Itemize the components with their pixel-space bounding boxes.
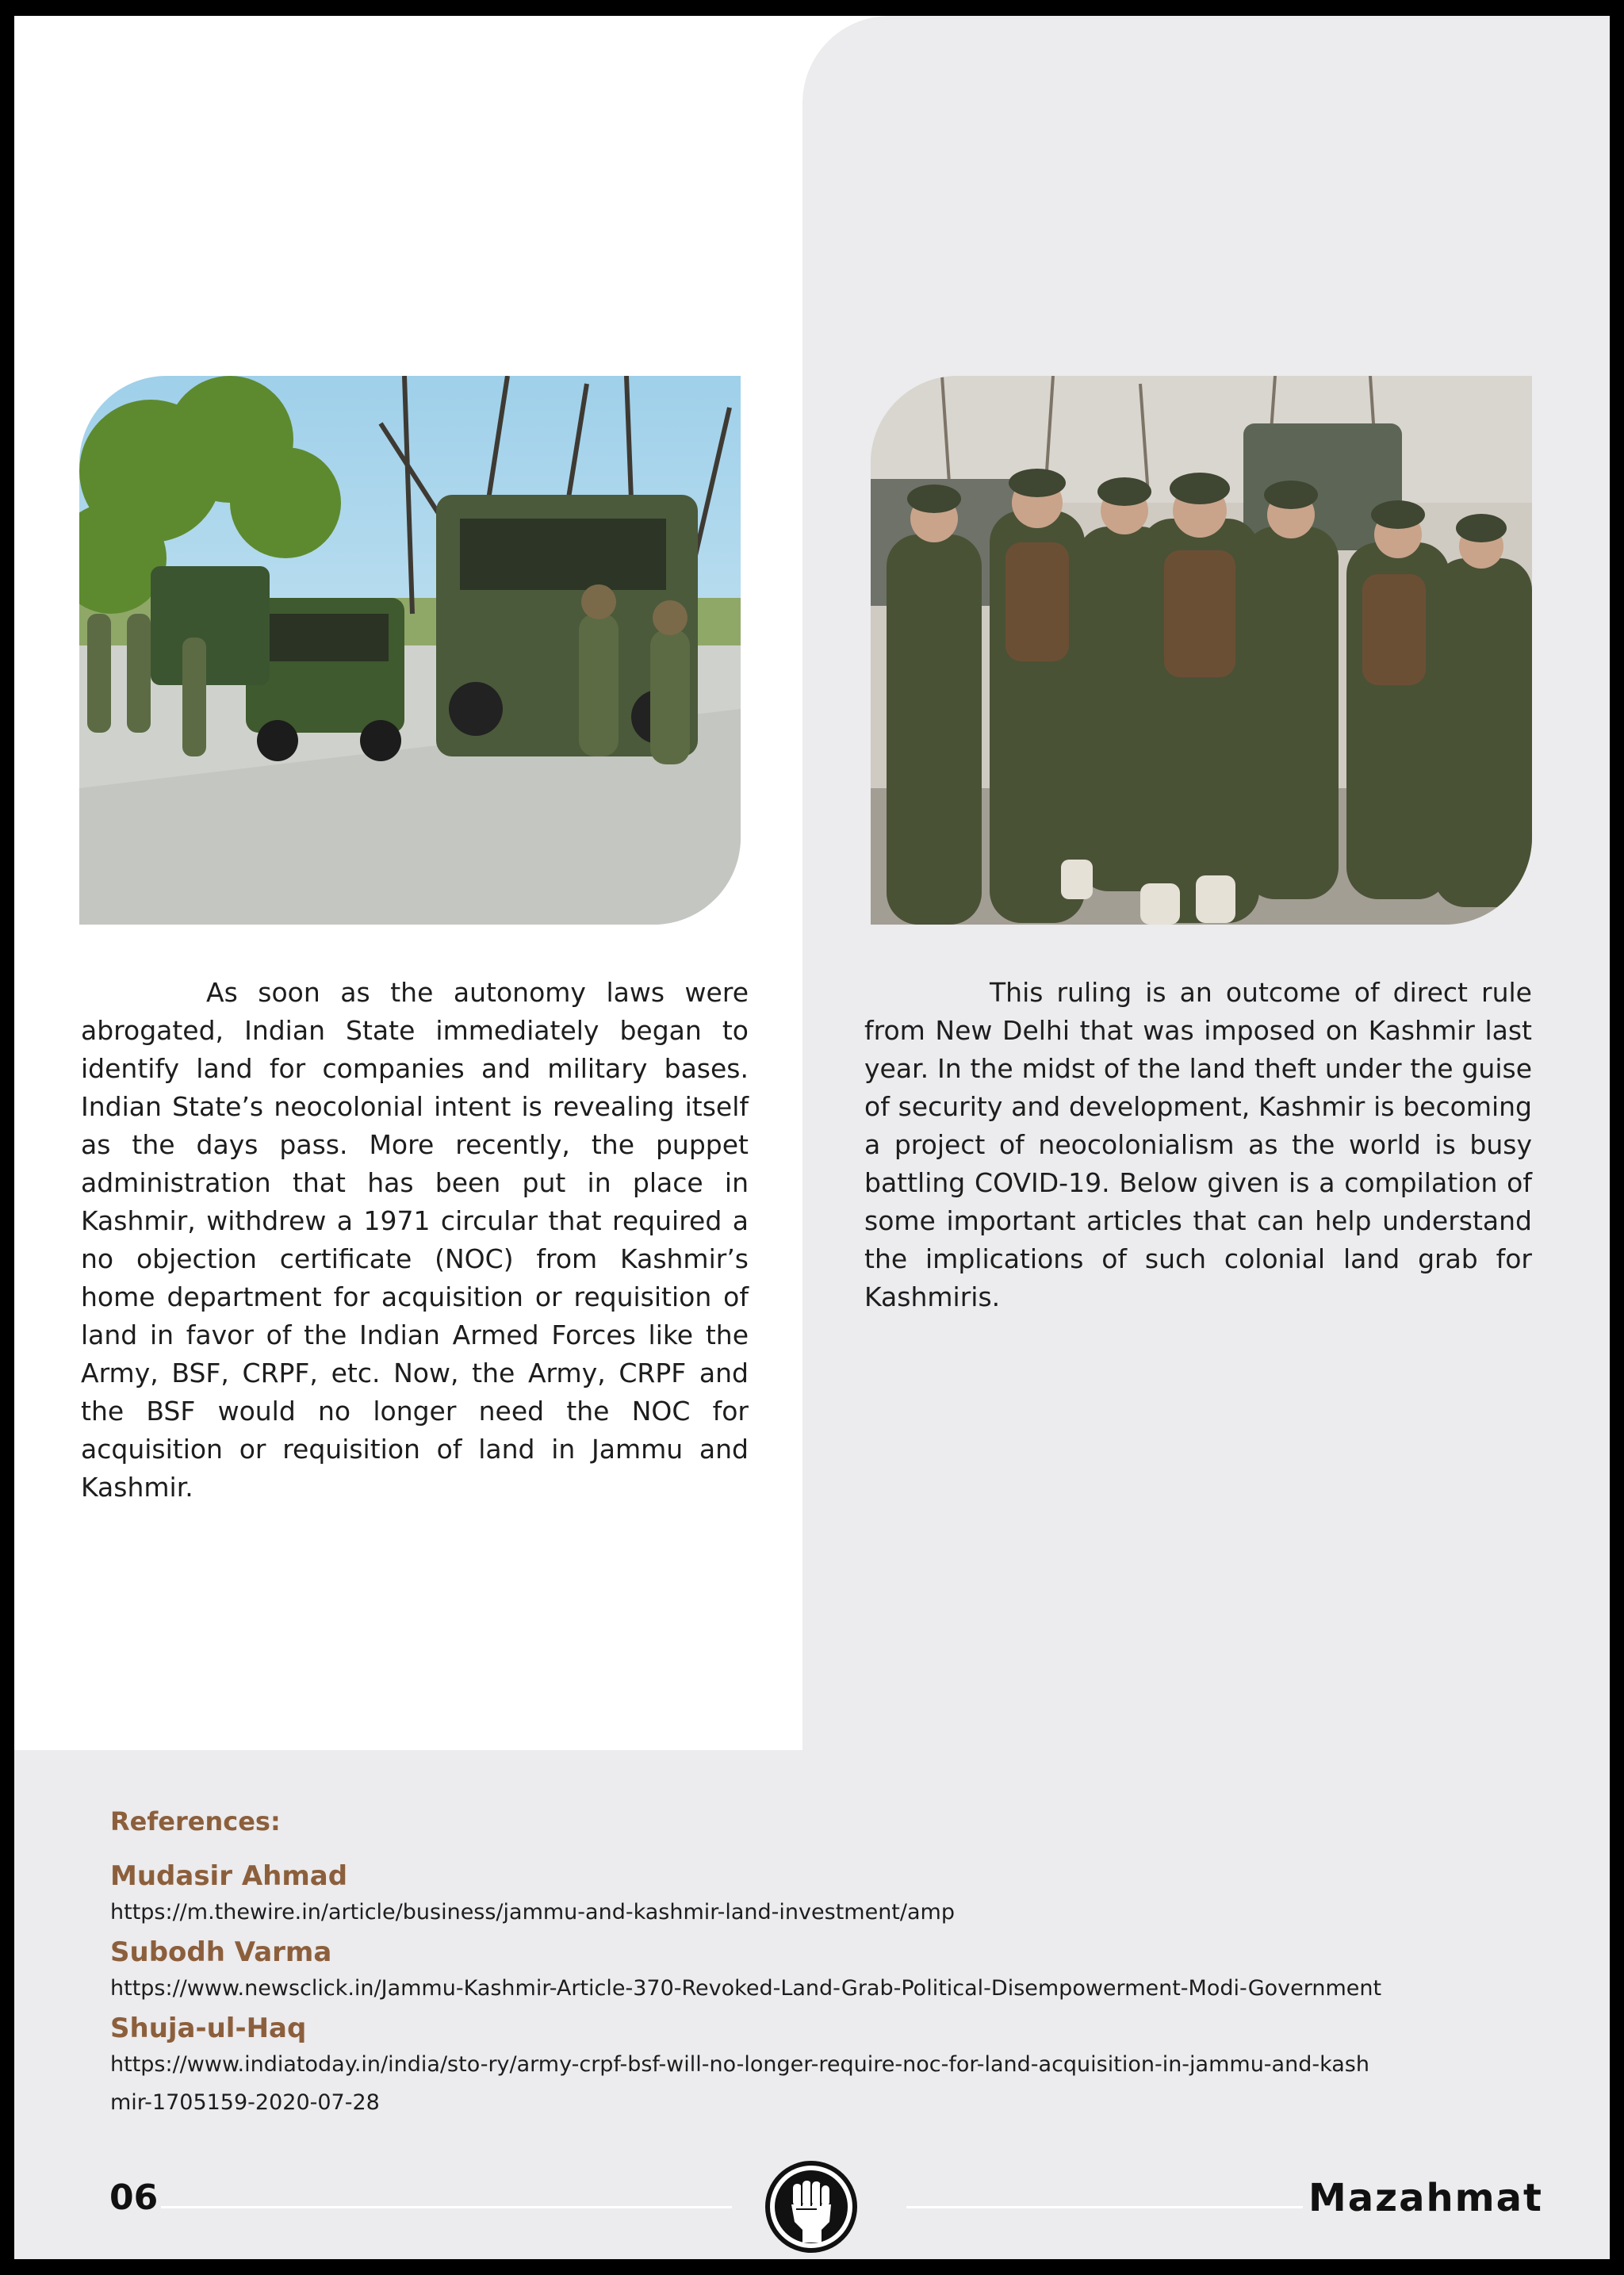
footer-divider-right [906, 2206, 1303, 2208]
page-number: 06 [109, 2177, 159, 2218]
military-convoy-photo [79, 376, 741, 925]
right-body-paragraph: This ruling is an outcome of direct rule from New Delhi that was imposed on Kashmir last year. In the midst of the land theft under the guise of security and development, Kashmir is becoming a project of neocolonialism as the world is busy battling COVID-19. Below given is a compilation of some important articles that can help understand the implications of such colonial land grab for Kashmiris. [864, 977, 1532, 1312]
magazine-page [14, 16, 1610, 2259]
brand-name: Mazahmat [1308, 2176, 1543, 2220]
soldiers-patrol-photo [871, 376, 1532, 925]
reference-author: Shuja-ul-Haq [110, 2013, 307, 2044]
footer-divider-left [161, 2206, 732, 2208]
raised-fist-icon [764, 2160, 858, 2254]
reference-link[interactable]: https://www.newsclick.in/Jammu-Kashmir-Article-370-Revoked-Land-Grab-Political-Disempowerment-Modi-Government [110, 1976, 1382, 2001]
reference-link[interactable]: https://www.indiatoday.in/india/sto-ry/army-crpf-bsf-will-no-longer-require-noc-for-land-acquisition-in-jammu-and-kashmir-1705159-2020-07-28 [110, 2052, 1369, 2115]
left-body-paragraph: As soon as the autonomy laws were abrogated, Indian State immediately began to identify land for companies and military bases. Indian State’s neocolonial intent is revealing itself as the days pass. More recently, the puppet administration that has been put in place in Kashmir, withdrew a 1971 circular that required a no objection certificate (NOC) from Kashmir’s home department for acquisition or requisition of land in favor of the Indian Armed Forces like the Army, BSF, CRPF, etc. Now, the Army, CRPF and the BSF would no longer need the NOC for acquisition or requisition of land in Jammu and Kashmir. [81, 977, 749, 1503]
references-section [110, 1806, 1569, 2125]
reference-author: Mudasir Ahmad [110, 1860, 348, 1892]
references-heading: References: [110, 1806, 281, 1836]
right-panel-corner [802, 16, 890, 103]
reference-author: Subodh Varma [110, 1936, 332, 1968]
reference-link[interactable]: https://m.thewire.in/article/business/jammu-and-kashmir-land-investment/amp [110, 1900, 955, 1925]
